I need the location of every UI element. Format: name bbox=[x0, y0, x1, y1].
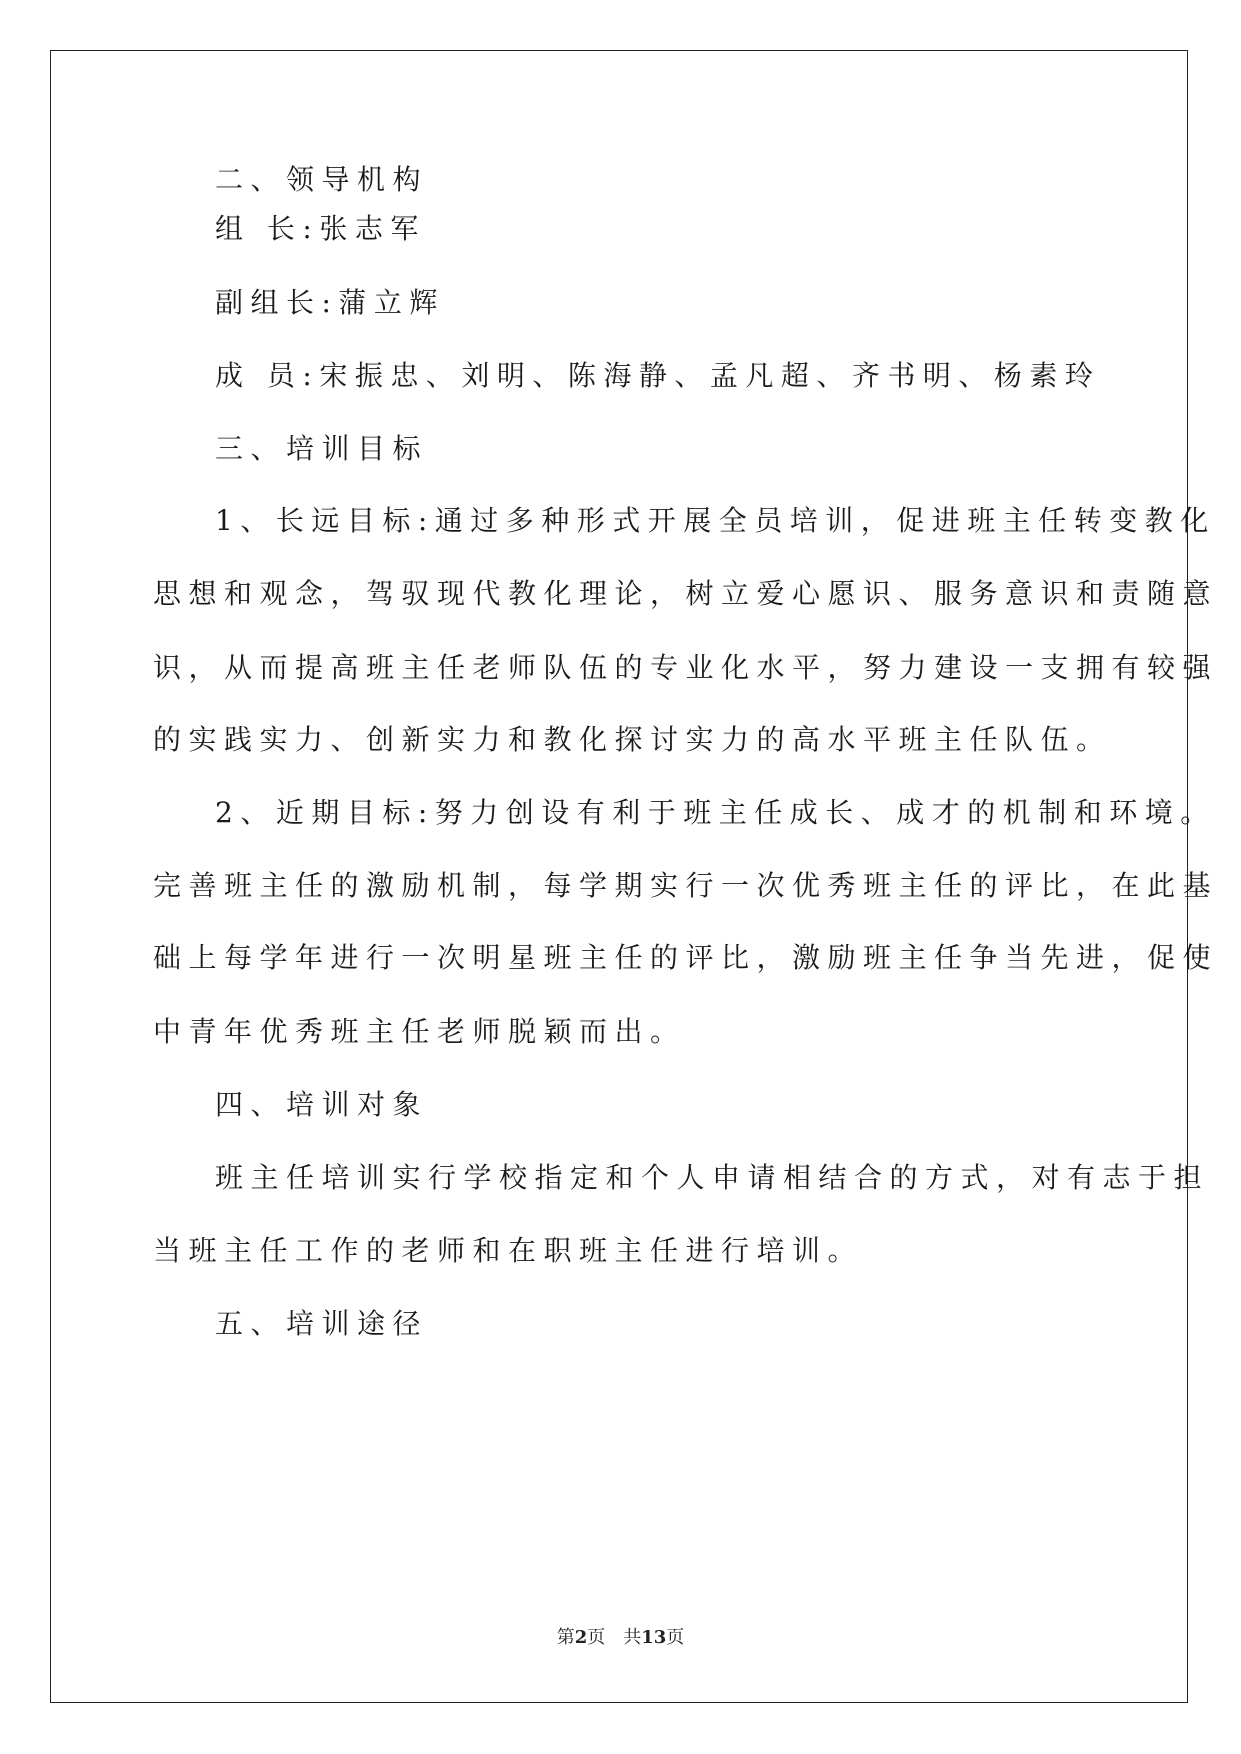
deputy-leader-line: 副组长:蒲立辉 bbox=[215, 286, 445, 319]
heading-trainees: 四、培训对象 bbox=[215, 1088, 429, 1121]
heading-methods: 五、培训途径 bbox=[215, 1307, 429, 1340]
paragraph-line: 2、近期目标:努力创设有利于班主任成长、成才的机制和环境。 bbox=[215, 796, 1216, 829]
footer-mid: 页 共 bbox=[587, 1627, 642, 1648]
footer-prefix: 第 bbox=[556, 1627, 575, 1648]
paragraph-line: 完善班主任的激励机制，每学期实行一次优秀班主任的评比，在此基 bbox=[153, 869, 1219, 902]
paragraph-line: 当班主任工作的老师和在职班主任进行培训。 bbox=[153, 1234, 864, 1267]
leader-line: 组 长:张志军 bbox=[215, 212, 426, 245]
paragraph-line: 的实践实力、创新实力和教化探讨实力的高水平班主任队伍。 bbox=[153, 723, 1112, 756]
heading-leadership: 二、领导机构 bbox=[215, 163, 429, 196]
total-page-number: 13 bbox=[641, 1627, 667, 1648]
paragraph-line: 思想和观念，驾驭现代教化理论，树立爱心愿识、服务意识和责随意 bbox=[153, 577, 1219, 610]
paragraph-line: 识，从而提高班主任老师队伍的专业化水平，努力建设一支拥有较强 bbox=[153, 651, 1219, 684]
footer-suffix: 页 bbox=[666, 1627, 685, 1648]
members-line: 成 员:宋振忠、刘明、陈海静、孟凡超、齐书明、杨素玲 bbox=[215, 359, 1101, 392]
current-page-number: 2 bbox=[574, 1627, 588, 1648]
paragraph-line: 础上每学年进行一次明星班主任的评比，激励班主任争当先进，促使 bbox=[153, 941, 1219, 974]
paragraph-line: 班主任培训实行学校指定和个人申请相结合的方式，对有志于担 bbox=[215, 1161, 1210, 1194]
heading-goals: 三、培训目标 bbox=[215, 432, 429, 465]
paragraph-line: 1、长远目标:通过多种形式开展全员培训，促进班主任转变教化 bbox=[215, 504, 1216, 537]
paragraph-line: 中青年优秀班主任老师脱颖而出。 bbox=[153, 1015, 686, 1048]
page-footer bbox=[0, 1623, 1241, 1649]
